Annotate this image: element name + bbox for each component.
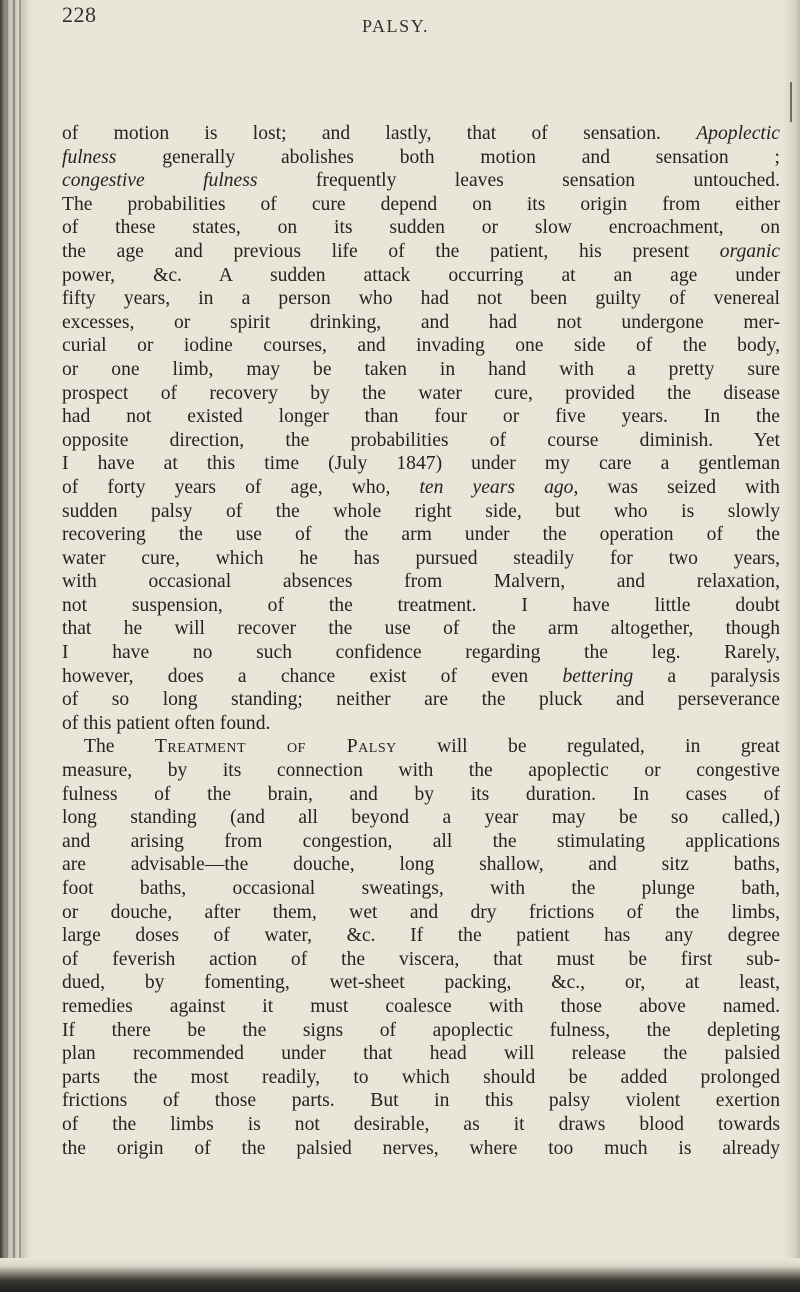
italic-text: bettering bbox=[562, 665, 634, 687]
gutter-line bbox=[6, 0, 8, 1292]
text-line bbox=[62, 122, 780, 146]
text-line bbox=[62, 665, 780, 689]
text-line bbox=[62, 853, 780, 877]
text-run: of feverish action of the viscera, that must be first sub- bbox=[62, 948, 780, 970]
italic-text: organic bbox=[719, 240, 780, 262]
text-run: recovering the use of the arm under the operation of the bbox=[62, 524, 780, 546]
text-run: If there be the signs of apoplectic fulness, the depleting bbox=[62, 1019, 780, 1041]
text-line bbox=[62, 429, 780, 453]
text-line bbox=[62, 971, 780, 995]
text-run: dued, by fomenting, wet-sheet packing, &c., or, at least, bbox=[62, 972, 780, 994]
text-line bbox=[62, 287, 780, 311]
text-run: or douche, after them, wet and dry frictions of the limbs, bbox=[62, 901, 780, 923]
text-run: large doses of water, &c. If the patient has any degree bbox=[62, 925, 780, 947]
text-line bbox=[62, 240, 780, 264]
text-run: and arising from congestion, all the stimulating applications bbox=[62, 830, 780, 852]
text-line bbox=[62, 712, 780, 736]
text-line bbox=[62, 948, 780, 972]
text-run: power, &c. A sudden attack occurring at an age under bbox=[62, 264, 780, 286]
text-run: however, does a chance exist of even bbox=[62, 665, 563, 687]
text-line bbox=[62, 1019, 780, 1043]
text-run: of motion is lost; and lastly, that of sensation. bbox=[62, 123, 697, 144]
text-line bbox=[62, 1113, 780, 1137]
text-run: sudden palsy of the whole right side, but who is slowly bbox=[62, 500, 780, 522]
text-run: of the limbs is not desirable, as it draws blood towards bbox=[62, 1113, 780, 1135]
text-run: are advisable—the douche, long shallow, and sitz baths, bbox=[62, 854, 780, 876]
italic-text: congestive fulness bbox=[62, 170, 258, 192]
text-run: The probabilities of cure depend on its origin from either bbox=[62, 193, 780, 215]
text-line bbox=[62, 382, 780, 406]
text-line bbox=[62, 405, 780, 429]
page-number: 228 bbox=[62, 2, 97, 27]
text-run: long standing (and all beyond a year may be so called,) bbox=[62, 807, 780, 829]
text-line bbox=[62, 169, 780, 193]
text-line bbox=[62, 688, 780, 712]
text-run: I have no such confidence regarding the leg. Rarely, bbox=[62, 642, 780, 664]
small-caps-text: Treatment of Palsy bbox=[154, 736, 397, 758]
text-line bbox=[62, 216, 780, 240]
text-run: opposite direction, the probabilities of course diminish. Yet bbox=[62, 429, 780, 451]
page-edge-shadow bbox=[782, 0, 800, 1292]
italic-text: fulness bbox=[62, 146, 117, 168]
text-line bbox=[62, 924, 780, 948]
text-run: , was seized with bbox=[573, 476, 780, 498]
text-line bbox=[62, 1137, 780, 1161]
text-line bbox=[62, 1066, 780, 1090]
text-run: The bbox=[84, 736, 155, 758]
text-line bbox=[62, 311, 780, 335]
text-run: will be regulated, in great bbox=[396, 736, 780, 758]
text-run: frequently leaves sensation untouched. bbox=[257, 170, 780, 192]
text-run: not suspension, of the treatment. I have little doubt bbox=[62, 594, 780, 616]
text-run: measure, by its connection with the apoplectic or congestive bbox=[62, 760, 780, 782]
text-run: remedies against it must coalesce with those above named. bbox=[62, 995, 780, 1017]
text-line bbox=[62, 759, 780, 783]
text-line bbox=[62, 523, 780, 547]
running-head: PALSY. bbox=[362, 16, 430, 36]
text-run: with occasional absences from Malvern, and relaxation, bbox=[62, 571, 780, 593]
scan-bottom-edge bbox=[0, 1258, 800, 1292]
text-run: fifty years, in a person who had not been guilty of venereal bbox=[62, 288, 780, 310]
text-line bbox=[62, 995, 780, 1019]
text-line bbox=[62, 735, 780, 759]
italic-text: ten years ago bbox=[419, 476, 574, 498]
text-run: that he will recover the use of the arm altogether, though bbox=[62, 618, 780, 640]
text-line bbox=[62, 358, 780, 382]
text-run: of this patient often found. bbox=[62, 712, 271, 734]
text-run: fulness of the brain, and by its duration. In cases of bbox=[62, 783, 780, 805]
text-run: of forty years of age, who, bbox=[62, 476, 420, 498]
text-line bbox=[62, 334, 780, 358]
text-run: parts the most readily, to which should be added prolonged bbox=[62, 1066, 780, 1088]
text-line bbox=[62, 1089, 780, 1113]
text-run: prospect of recovery by the water cure, provided the disease bbox=[62, 382, 780, 404]
text-line bbox=[62, 901, 780, 925]
text-line bbox=[62, 146, 780, 170]
text-run: frictions of those parts. But in this palsy violent exertion bbox=[62, 1090, 780, 1112]
text-line bbox=[62, 1042, 780, 1066]
text-run: the origin of the palsied nerves, where too much is already bbox=[62, 1137, 780, 1159]
text-run: had not existed longer than four or five years. In the bbox=[62, 406, 780, 428]
text-line bbox=[62, 830, 780, 854]
text-line bbox=[62, 452, 780, 476]
gutter-line bbox=[13, 0, 15, 1292]
text-run: the age and previous life of the patient, his present bbox=[62, 240, 720, 262]
text-run: I have at this time (July 1847) under my care a gentleman bbox=[62, 453, 780, 475]
text-line bbox=[62, 264, 780, 288]
text-line bbox=[62, 547, 780, 571]
text-line bbox=[62, 617, 780, 641]
text-run: plan recommended under that head will release the palsied bbox=[62, 1043, 780, 1065]
text-line bbox=[62, 806, 780, 830]
text-run: or one limb, may be taken in hand with a pretty sure bbox=[62, 358, 780, 380]
text-run: foot baths, occasional sweatings, with the plunge bath, bbox=[62, 878, 780, 899]
text-line bbox=[62, 877, 780, 901]
page-edge-mark bbox=[790, 82, 792, 122]
text-line bbox=[62, 594, 780, 618]
text-run: of these states, on its sudden or slow encroachment, on bbox=[62, 217, 780, 239]
text-run: a paralysis bbox=[633, 665, 780, 687]
text-line bbox=[62, 570, 780, 594]
text-run: curial or iodine courses, and invading one side of the body, bbox=[62, 335, 780, 357]
text-line bbox=[62, 783, 780, 807]
italic-text: Apoplectic bbox=[696, 123, 780, 144]
text-line bbox=[62, 476, 780, 500]
text-run: excesses, or spirit drinking, and had not undergone mer- bbox=[62, 311, 780, 333]
text-line bbox=[62, 500, 780, 524]
gutter-line bbox=[19, 0, 21, 1292]
body-text bbox=[62, 122, 780, 1160]
text-line bbox=[62, 193, 780, 217]
text-line bbox=[62, 641, 780, 665]
text-run: water cure, which he has pursued steadily for two years, bbox=[62, 547, 780, 569]
text-run: generally abolishes both motion and sensation ; bbox=[116, 146, 780, 168]
text-run: of so long standing; neither are the pluck and perseverance bbox=[62, 689, 780, 711]
